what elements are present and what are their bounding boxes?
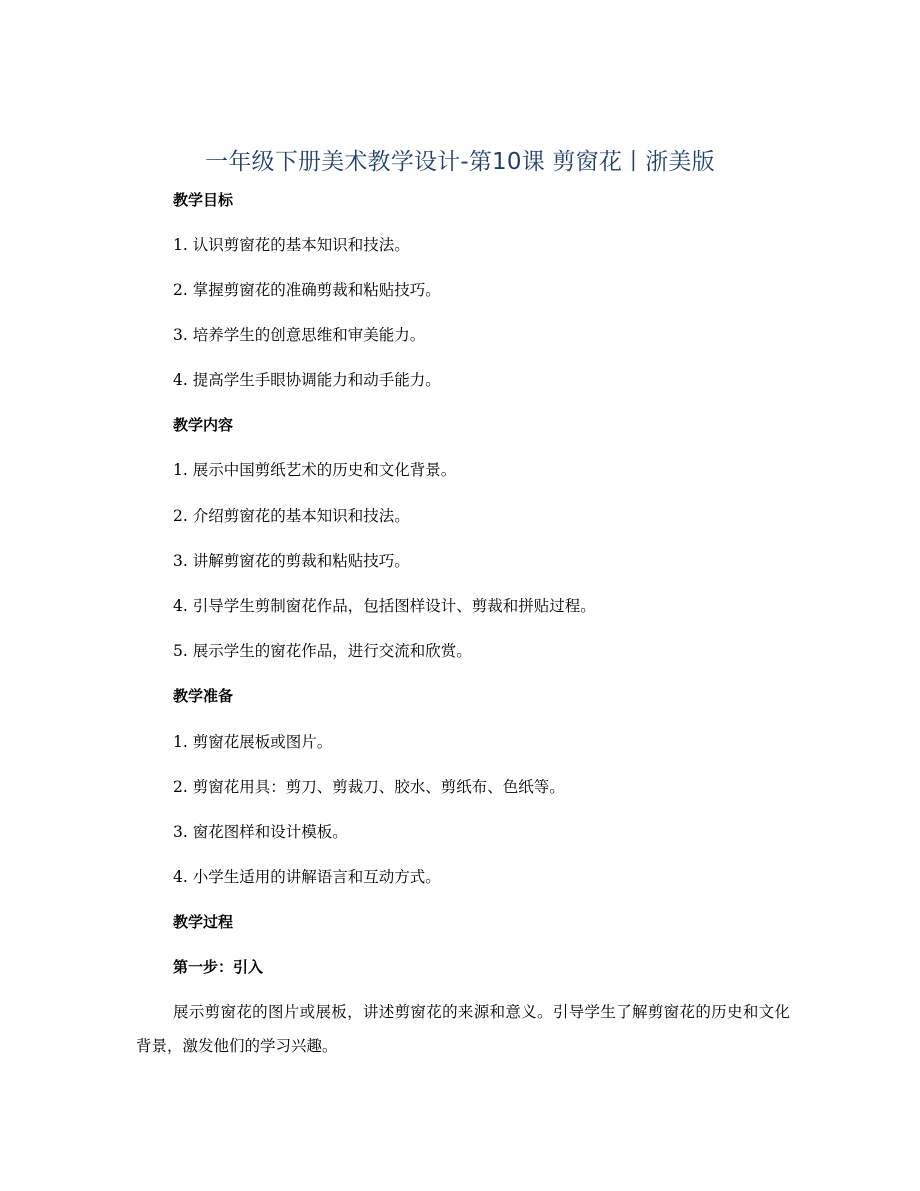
step1-heading: 第一步：引入 xyxy=(173,958,264,976)
objective-item-3: 3. 培养学生的创意思维和审美能力。 xyxy=(173,326,426,344)
content-item-4: 4. 引导学生剪制窗花作品，包括图样设计、剪裁和拼贴过程。 xyxy=(173,597,596,615)
preparation-item-2: 2. 剪窗花用具：剪刀、剪裁刀、胶水、剪纸布、色纸等。 xyxy=(173,778,565,796)
content-item-5: 5. 展示学生的窗花作品，进行交流和欣赏。 xyxy=(173,642,472,660)
preparation-item-4: 4. 小学生适用的讲解语言和互动方式。 xyxy=(173,868,441,886)
content-item-3: 3. 讲解剪窗花的剪裁和粘贴技巧。 xyxy=(173,552,410,570)
step1-paragraph: 展示剪窗花的图片或展板，讲述剪窗花的来源和意义。引导学生了解剪窗花的历史和文化背景，激发他们的学习兴趣。 xyxy=(136,1003,790,1055)
section-heading-process: 教学过程 xyxy=(173,913,234,931)
section-heading-objectives: 教学目标 xyxy=(173,191,234,209)
document-title: 一年级下册美术教学设计-第10课 剪窗花丨浙美版 xyxy=(205,149,715,175)
preparation-item-1: 1. 剪窗花展板或图片。 xyxy=(173,733,333,751)
objective-item-4: 4. 提高学生手眼协调能力和动手能力。 xyxy=(173,371,441,389)
content-item-1: 1. 展示中国剪纸艺术的历史和文化背景。 xyxy=(173,461,457,479)
preparation-item-3: 3. 窗花图样和设计模板。 xyxy=(173,823,348,841)
objective-item-2: 2. 掌握剪窗花的准确剪裁和粘贴技巧。 xyxy=(173,281,441,299)
section-heading-preparation: 教学准备 xyxy=(173,687,234,705)
section-heading-content: 教学内容 xyxy=(173,416,234,434)
objective-item-1: 1. 认识剪窗花的基本知识和技法。 xyxy=(173,236,410,254)
content-item-2: 2. 介绍剪窗花的基本知识和技法。 xyxy=(173,507,410,525)
